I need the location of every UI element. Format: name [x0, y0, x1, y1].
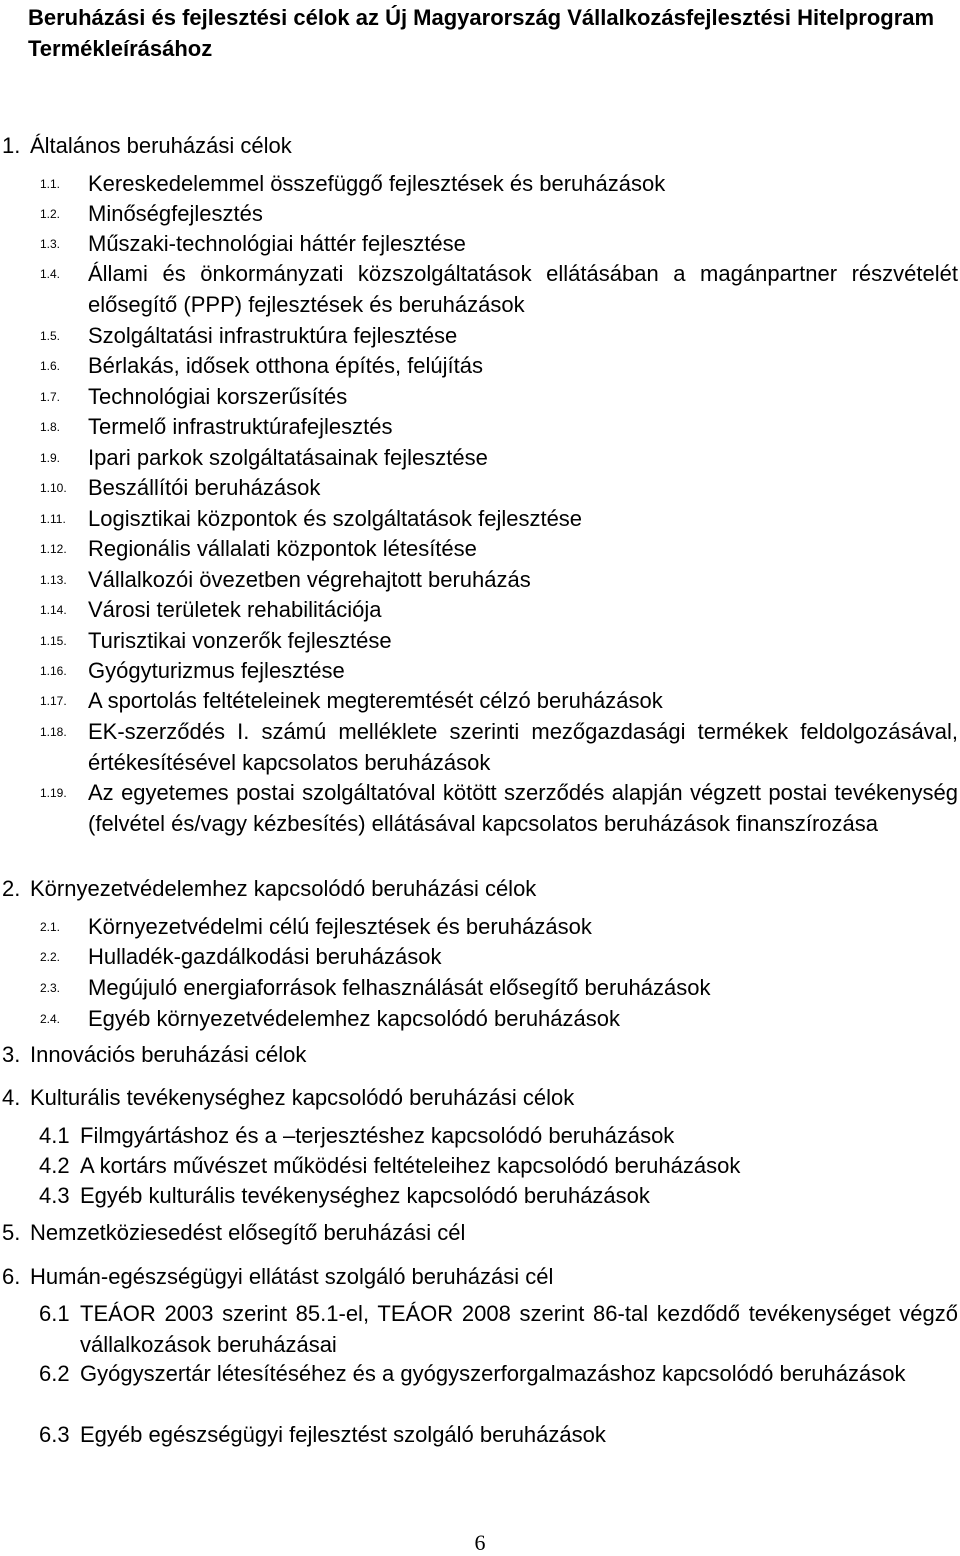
- item-number: 1.17.: [40, 694, 67, 708]
- item-text: Regionális vállalati központok létesítése: [88, 536, 477, 561]
- item-number: 1.19.: [40, 786, 67, 800]
- item-text: Gyógyturizmus fejlesztése: [88, 658, 345, 683]
- item-number: 1.11.: [40, 512, 66, 526]
- item-number: 1.9.: [40, 451, 61, 465]
- section-heading-6: [2, 1262, 553, 1292]
- item-text: A sportolás feltételeinek megteremtését célzó beruházások: [88, 688, 663, 713]
- section-label: Környezetvédelemhez kapcsolódó beruházási célok: [30, 876, 537, 901]
- item-text: Hulladék-gazdálkodási beruházások: [88, 944, 442, 969]
- section-number: 6.: [2, 1264, 21, 1289]
- page-title: Beruházási és fejlesztési célok az Új Magyarország Vállalkozásfejlesztési Hitelprogram Termékleírásához: [28, 5, 935, 61]
- item-number: 1.6.: [40, 359, 61, 373]
- item-text: TEÁOR 2003 szerint 85.1-el, TEÁOR 2008 szerint 86-tal kezdődő tevékenységet végző vállalkozások beruházásai: [80, 1301, 958, 1357]
- item-text: Minőségfejlesztés: [88, 201, 263, 226]
- item-number: 4.2: [39, 1153, 70, 1178]
- section-heading-2: [2, 874, 536, 904]
- item-number: 1.3.: [40, 237, 61, 251]
- item-text: Műszaki-technológiai háttér fejlesztése: [88, 231, 466, 256]
- item-text: Kereskedelemmel összefüggő fejlesztések és beruházások: [88, 171, 666, 196]
- item-number: 4.3: [39, 1183, 70, 1208]
- item-text: Ipari parkok szolgáltatásainak fejlesztése: [88, 445, 488, 470]
- item-number: 2.1.: [40, 920, 61, 934]
- item-text: Állami és önkormányzati közszolgáltatások ellátásában a magánpartner részvételét elősegítő (PPP) fejlesztések és beruházások: [88, 261, 958, 317]
- item-text: EK-szerződés I. számú melléklete szerinti mezőgazdasági termékek feldolgozásával, értékesítésével kapcsolatos beruházások: [88, 719, 958, 775]
- item-number: 6.3: [39, 1422, 70, 1447]
- section-heading-4: [2, 1083, 574, 1113]
- item-number: 4.1: [39, 1123, 70, 1148]
- item-text: Turisztikai vonzerők fejlesztése: [88, 628, 392, 653]
- item-number: 1.15.: [40, 634, 67, 648]
- section-number: 1.: [2, 133, 21, 158]
- item-text: Termelő infrastruktúrafejlesztés: [88, 414, 393, 439]
- section-label: Általános beruházási célok: [30, 133, 292, 158]
- item-text: Az egyetemes postai szolgáltatóval kötött szerződés alapján végzett postai tevékenység (felvétel és/vagy kézbesítés) ellátásával kapcsolatos beruházások finanszírozása: [88, 780, 958, 836]
- item-number: 1.1.: [40, 177, 61, 191]
- item-text: Szolgáltatási infrastruktúra fejlesztése: [88, 323, 458, 348]
- page-number: 6: [474, 1530, 486, 1555]
- item-number: 2.3.: [40, 981, 61, 995]
- section-heading-5: [2, 1218, 465, 1248]
- item-text: Vállalkozói övezetben végrehajtott beruházás: [88, 567, 531, 592]
- item-number: 6.1: [39, 1301, 70, 1326]
- section-label: Nemzetköziesedést elősegítő beruházási cél: [30, 1220, 466, 1245]
- item-number: 1.12.: [40, 542, 67, 556]
- item-text: Környezetvédelmi célú fejlesztések és beruházások: [88, 914, 592, 939]
- item-text: Bérlakás, idősek otthona építés, felújítás: [88, 353, 484, 378]
- item-number: 2.4.: [40, 1012, 61, 1026]
- item-number: 1.7.: [40, 390, 61, 404]
- item-number: 1.10.: [40, 481, 67, 495]
- item-text: Egyéb környezetvédelemhez kapcsolódó beruházások: [88, 1006, 620, 1031]
- section-number: 2.: [2, 876, 21, 901]
- item-text: Városi területek rehabilitációja: [88, 597, 382, 622]
- section-number: 4.: [2, 1085, 21, 1110]
- item-number: 1.16.: [40, 664, 67, 678]
- item-text: Logisztikai központok és szolgáltatások fejlesztése: [88, 506, 583, 531]
- item-text: Gyógyszertár létesítéséhez és a gyógyszerforgalmazáshoz kapcsolódó beruházások: [80, 1361, 906, 1386]
- item-number: 1.8.: [40, 420, 61, 434]
- item-number: 1.5.: [40, 329, 61, 343]
- item-number: 1.14.: [40, 603, 67, 617]
- item-text: Technológiai korszerűsítés: [88, 384, 348, 409]
- item-number: 1.2.: [40, 207, 61, 221]
- section-heading-1: [2, 131, 292, 161]
- item-text: Egyéb egészségügyi fejlesztést szolgáló beruházások: [80, 1422, 606, 1447]
- item-number: 1.13.: [40, 573, 67, 587]
- section-label: Humán-egészségügyi ellátást szolgáló beruházási cél: [30, 1264, 554, 1289]
- section-label: Innovációs beruházási célok: [30, 1042, 307, 1067]
- section-number: 5.: [2, 1220, 21, 1245]
- item-text: Beszállítói beruházások: [88, 475, 321, 500]
- item-text: Filmgyártáshoz és a –terjesztéshez kapcsolódó beruházások: [80, 1123, 675, 1148]
- section-number: 3.: [2, 1042, 21, 1067]
- item-text: A kortárs művészet működési feltételeihez kapcsolódó beruházások: [80, 1153, 741, 1178]
- item-number: 1.4.: [40, 267, 61, 281]
- section-heading-3: [2, 1040, 306, 1070]
- section-label: Kulturális tevékenységhez kapcsolódó beruházási célok: [30, 1085, 575, 1110]
- item-number: 1.18.: [40, 725, 67, 739]
- item-number: 2.2.: [40, 950, 61, 964]
- item-number: 6.2: [39, 1361, 70, 1386]
- item-text: Megújuló energiaforrások felhasználását elősegítő beruházások: [88, 975, 711, 1000]
- item-text: Egyéb kulturális tevékenységhez kapcsolódó beruházások: [80, 1183, 650, 1208]
